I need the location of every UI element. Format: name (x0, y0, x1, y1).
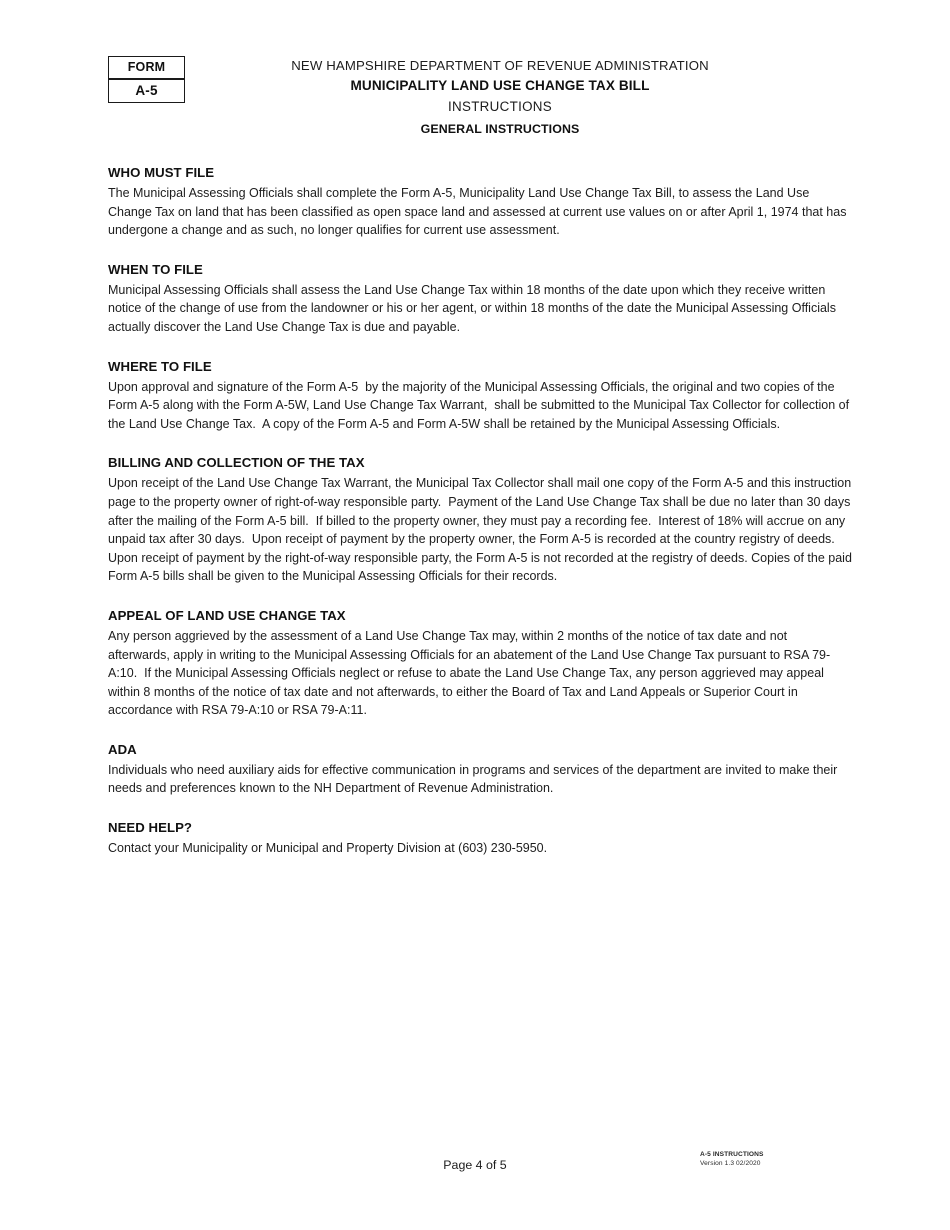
header-titles (185, 56, 815, 140)
document-footer (0, 1150, 950, 1190)
section-heading: ADA (108, 741, 137, 757)
section-body: Individuals who need auxiliary aids for effective communication in programs and services of the department are invited to make their needs and preferences known to the NH Department of Revenue Administration. (108, 762, 841, 796)
section-body: Municipal Assessing Officials shall assess the Land Use Change Tax within 18 months of the date upon which they receive written notice of the change of use from the landowner or his or her agent, or within 18 months of the date the Municipal Assessing Officials actually discover the Land Use Change Tax is due and payable. (108, 282, 840, 334)
footer-version-block (700, 1150, 852, 1168)
section-when-to-file (108, 260, 852, 337)
section-body: Upon approval and signature of the Form A-5 by the majority of the Municipal Assessing Officials, the original and two copies of the Form A-5 along with the Form A-5W, Land Use Change Tax Warrant, shall be submitted to the Municipal Tax Collector for collection of the Land Use Change Tax. A copy of the Form A-5 and Form A-5W shall be retained by the Municipal Assessing Officials. (108, 379, 853, 431)
section-billing-and-collection (108, 453, 856, 586)
form-identifier-box (108, 56, 185, 103)
document-header (0, 56, 950, 151)
section-body: Any person aggrieved by the assessment of a Land Use Change Tax may, within 2 months of the notice of tax date and not afterwards, apply in writing to the Municipal Assessing Officials for an abatement of the Land Use Change Tax pursuant to RSA 79-A:10. If the Municipal Assessing Officials neglect or refuse to abate the Land Use Change Tax, any person aggrieved may appeal within 8 months of the notice of tax date and not afterwards, to either the Board of Tax and Land Appeals or Superior Court in accordance with RSA 79-A:10 or RSA 79-A:11. (108, 628, 831, 718)
section-heading: WHO MUST FILE (108, 165, 215, 180)
section-body: Contact your Municipality or Municipal and Property Division at (603) 230-5950. (108, 841, 548, 856)
section-appeal-of-land-use-change-tax (108, 606, 852, 720)
section-heading: BILLING AND COLLECTION OF THE TAX (108, 455, 365, 471)
section-need-help (108, 818, 852, 858)
instructions-content (108, 163, 856, 858)
section-where-to-file (108, 357, 852, 434)
section-body: Upon receipt of the Land Use Change Tax Warrant, the Municipal Tax Collector shall mail one copy of the Form A-5 and this instruction page to the property owner of right-of-way responsible party. Payment of the Land Use Change Tax shall be due no later than 30 days after the mailing of the Form A-5 bill. If billed to the property owner, they must pay a recording fee. Interest of 18% will accrue on any unpaid tax after 30 days. Upon receipt of payment by the property owner, the Form A-5 is recorded at the country registry of deeds. Upon receipt of payment by the right-of-way responsible party, the Form A-5 is not recorded at the registry of deeds. Copies of the paid Form A-5 bills shall be given to the Municipal Assessing Officials for their records. (108, 476, 856, 584)
footer-doc-code: A-5 INSTRUCTIONS (700, 1151, 764, 1158)
general-instructions-subtitle: GENERAL INSTRUCTIONS (420, 122, 580, 136)
form-title: MUNICIPALITY LAND USE CHANGE TAX BILL (350, 78, 650, 93)
section-who-must-file (108, 163, 852, 240)
section-heading: NEED HELP? (108, 820, 193, 836)
section-ada (108, 740, 852, 798)
page-number: Page 4 of 5 (443, 1158, 507, 1172)
section-heading: APPEAL OF LAND USE CHANGE TAX (108, 607, 346, 623)
document-type: INSTRUCTIONS (447, 99, 553, 114)
footer-version: Version 1.3 02/2020 (700, 1160, 761, 1167)
section-heading: WHERE TO FILE (108, 358, 212, 374)
form-box-number: A-5 (135, 83, 158, 98)
form-box-label: FORM (109, 57, 184, 80)
agency-name: NEW HAMPSHIRE DEPARTMENT OF REVENUE ADMINISTRATION (291, 58, 709, 73)
section-heading: WHEN TO FILE (108, 261, 203, 277)
section-body: The Municipal Assessing Officials shall complete the Form A-5, Municipality Land Use Change Tax Bill, to assess the Land Use Change Tax on land that has been classified as open space land and assessed at current use values on or after April 1, 1974 that has undergone a change and as such, no longer qualifies for current use assessment. (108, 186, 850, 238)
